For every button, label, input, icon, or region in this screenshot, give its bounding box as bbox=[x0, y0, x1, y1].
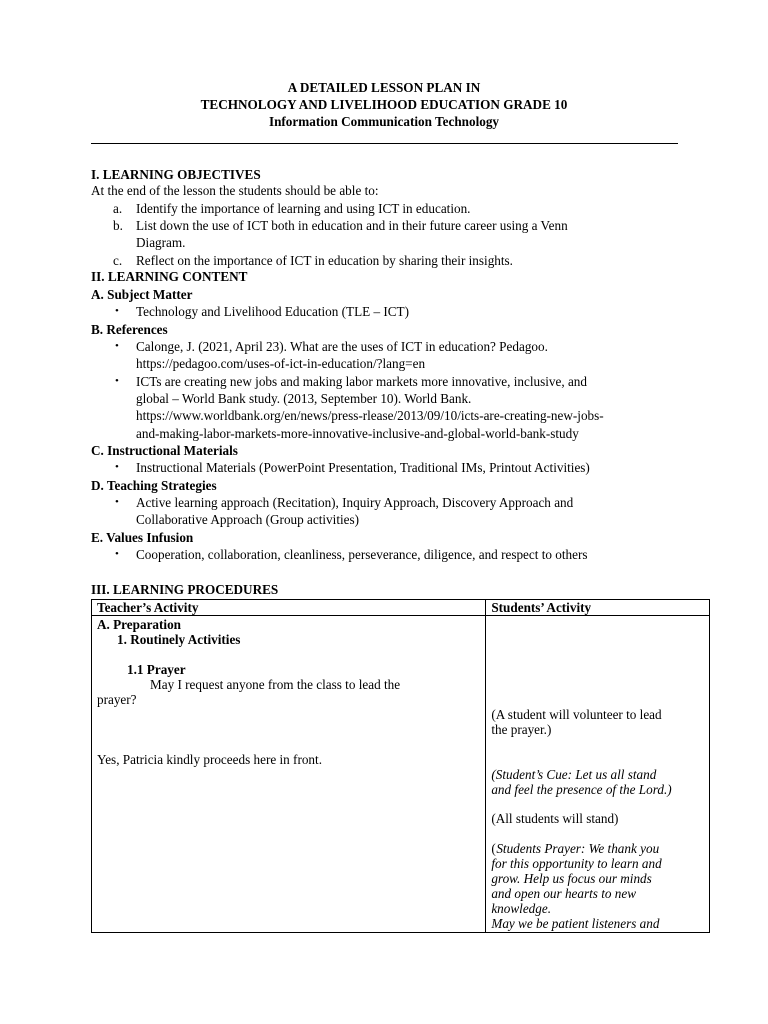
strategies-item-continued: Collaborative Approach (Group activities) bbox=[136, 512, 360, 527]
strategies-heading: D. Teaching Strategies bbox=[91, 478, 217, 493]
table-row bbox=[92, 616, 710, 933]
student-cue: and feel the presence of the Lord.) bbox=[491, 782, 672, 797]
doc-title-line3: Information Communication Technology bbox=[268, 114, 500, 129]
reference-line: global – World Bank study. (2013, September 10). World Bank. bbox=[136, 391, 472, 406]
values-item: Cooperation, collaboration, cleanliness, perseverance, diligence, and respect to others bbox=[136, 547, 588, 562]
reference-line: Calonge, J. (2021, April 23). What are the uses of ICT in education? Pedagoo. bbox=[136, 339, 548, 354]
bullet-icon: • bbox=[115, 548, 119, 560]
student-response: the prayer.) bbox=[491, 722, 552, 737]
references-heading: B. References bbox=[91, 322, 168, 337]
student-prayer: grow. Help us focus our minds bbox=[491, 871, 652, 886]
bullet-icon: • bbox=[115, 461, 119, 473]
student-prayer: and open our hearts to new bbox=[491, 886, 637, 901]
prayer-request-text: May I request anyone from the class to lead the bbox=[150, 677, 401, 692]
procedures-heading: III. LEARNING PROCEDURES bbox=[91, 582, 279, 597]
objectives-heading: I. LEARNING OBJECTIVES bbox=[91, 167, 261, 182]
objectives-intro: At the end of the lesson the students should be able to: bbox=[91, 183, 379, 198]
preparation-label: A. Preparation bbox=[97, 617, 181, 632]
student-prayer: for this opportunity to learn and bbox=[491, 856, 662, 871]
prayer-request-text-continued: prayer? bbox=[97, 692, 137, 707]
prayer-label: 1.1 Prayer bbox=[127, 662, 186, 677]
students-activity-cell bbox=[486, 616, 710, 933]
reference-url: https://pedagoo.com/uses-of-ict-in-education/?lang=en bbox=[136, 356, 426, 371]
objective-item: Identify the importance of learning and using ICT in education. bbox=[136, 201, 471, 216]
objective-item: List down the use of ICT both in education and in their future career using a Venn bbox=[136, 218, 568, 233]
values-heading: E. Values Infusion bbox=[91, 530, 194, 545]
doc-title-line2: TECHNOLOGY AND LIVELIHOOD EDUCATION GRADE 10 bbox=[200, 97, 568, 112]
reference-url: and-making-labor-markets-more-innovative-inclusive-and-global-world-bank-study bbox=[136, 426, 579, 441]
patricia-instruction: Yes, Patricia kindly proceeds here in front. bbox=[97, 752, 322, 767]
table-header-row bbox=[92, 600, 710, 616]
subject-matter-heading: A. Subject Matter bbox=[91, 287, 193, 302]
student-prayer-paren: ( bbox=[491, 841, 496, 856]
routinely-activities-label: 1. Routinely Activities bbox=[117, 632, 241, 647]
student-response: (All students will stand) bbox=[491, 811, 619, 826]
strategies-item: Active learning approach (Recitation), Inquiry Approach, Discovery Approach and bbox=[136, 495, 574, 510]
procedures-table bbox=[91, 599, 710, 933]
objective-item-continued: Diagram. bbox=[136, 235, 186, 250]
bullet-icon: • bbox=[115, 305, 119, 317]
students-activity-header: Students’ Activity bbox=[486, 600, 710, 616]
objective-marker: a. bbox=[113, 201, 123, 216]
header-divider bbox=[91, 143, 678, 144]
content-heading: II. LEARNING CONTENT bbox=[91, 269, 248, 284]
student-prayer: Students Prayer: We thank you bbox=[496, 841, 660, 856]
objective-marker: c. bbox=[113, 253, 123, 268]
teacher-activity-header: Teacher’s Activity bbox=[92, 600, 486, 616]
objective-item: Reflect on the importance of ICT in education by sharing their insights. bbox=[136, 253, 513, 268]
materials-heading: C. Instructional Materials bbox=[91, 443, 238, 458]
bullet-icon: • bbox=[115, 375, 119, 387]
bullet-icon: • bbox=[115, 340, 119, 352]
objective-marker: b. bbox=[113, 218, 123, 233]
doc-title-line1: A DETAILED LESSON PLAN IN bbox=[287, 80, 481, 95]
bullet-icon: • bbox=[115, 496, 119, 508]
reference-line: ICTs are creating new jobs and making labor markets more innovative, inclusive, and bbox=[136, 374, 587, 389]
student-response: (A student will volunteer to lead bbox=[491, 707, 662, 722]
materials-item: Instructional Materials (PowerPoint Presentation, Traditional IMs, Printout Activities) bbox=[136, 460, 590, 475]
student-prayer: May we be patient listeners and bbox=[491, 916, 660, 931]
teacher-activity-cell bbox=[92, 616, 486, 933]
reference-url: https://www.worldbank.org/en/news/press-rlease/2013/09/10/icts-are-creating-new-jobs- bbox=[136, 408, 604, 423]
subject-matter-item: Technology and Livelihood Education (TLE – ICT) bbox=[136, 304, 410, 319]
student-cue: (Student’s Cue: Let us all stand bbox=[491, 767, 657, 782]
student-prayer: knowledge. bbox=[491, 901, 552, 916]
